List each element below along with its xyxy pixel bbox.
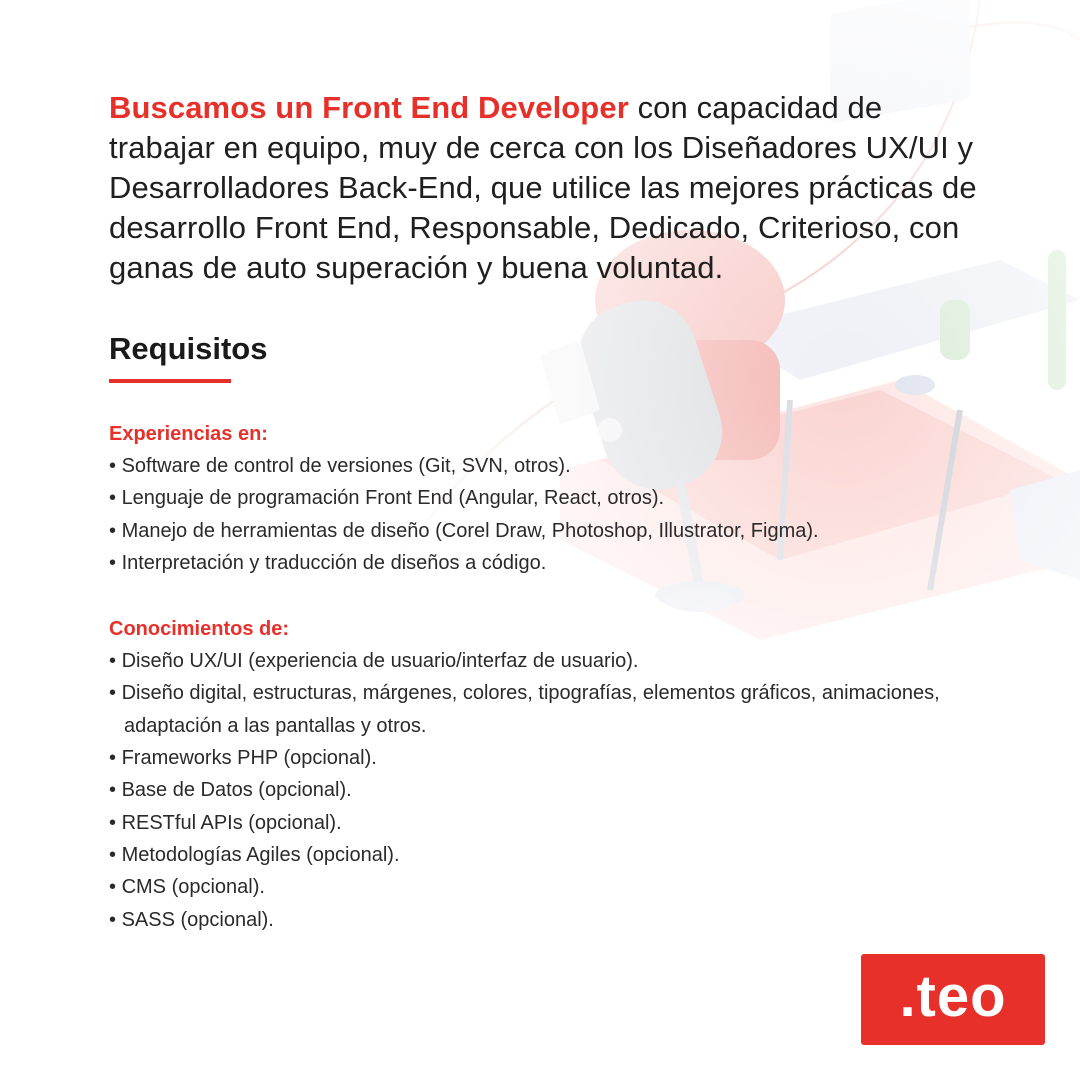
experiencias-section bbox=[109, 420, 989, 579]
list-item: • Software de control de versiones (Git, SVN, otros). bbox=[109, 450, 989, 482]
logo-text: .teo bbox=[899, 963, 1007, 1029]
conocimientos-list bbox=[109, 645, 989, 936]
list-item: • Base de Datos (opcional). bbox=[109, 774, 989, 806]
list-item: • Manejo de herramientas de diseño (Corel Draw, Photoshop, Illustrator, Figma). bbox=[109, 515, 989, 547]
intro-highlight: Buscamos un Front End Developer bbox=[109, 90, 629, 125]
teo-logo bbox=[861, 954, 1045, 1045]
list-item: • Metodologías Agiles (opcional). bbox=[109, 839, 989, 871]
list-item: • SASS (opcional). bbox=[109, 904, 989, 936]
content bbox=[109, 88, 989, 936]
list-item: • Diseño digital, estructuras, márgenes, colores, tipografías, elementos gráficos, animaciones, adaptación a las pantallas y otros. bbox=[109, 677, 989, 742]
conocimientos-title: Conocimientos de: bbox=[109, 618, 290, 641]
list-item: • Frameworks PHP (opcional). bbox=[109, 742, 989, 774]
experiencias-list bbox=[109, 450, 989, 579]
experiencias-title: Experiencias en: bbox=[109, 423, 268, 445]
list-item: • Diseño UX/UI (experiencia de usuario/interfaz de usuario). bbox=[109, 645, 989, 677]
intro-paragraph bbox=[109, 88, 989, 288]
list-item: • RESTful APIs (opcional). bbox=[109, 807, 989, 839]
requisitos-heading: Requisitos bbox=[109, 331, 268, 366]
requisitos-underline bbox=[109, 379, 231, 383]
list-item: • Lenguaje de programación Front End (Angular, React, otros). bbox=[109, 482, 989, 514]
list-item: • CMS (opcional). bbox=[109, 871, 989, 903]
intro-text: con capacidad de trabajar en equipo, muy de cerca con los Diseñadores UX/UI y Desarrolladores Back-End, que utilice las mejores prácticas de desarrollo Front End, Responsable, Dedicado, Criterioso, con ganas de auto superación y buena voluntad. bbox=[109, 90, 977, 285]
conocimientos-section bbox=[109, 615, 989, 936]
list-item: • Interpretación y traducción de diseños a código. bbox=[109, 547, 989, 579]
